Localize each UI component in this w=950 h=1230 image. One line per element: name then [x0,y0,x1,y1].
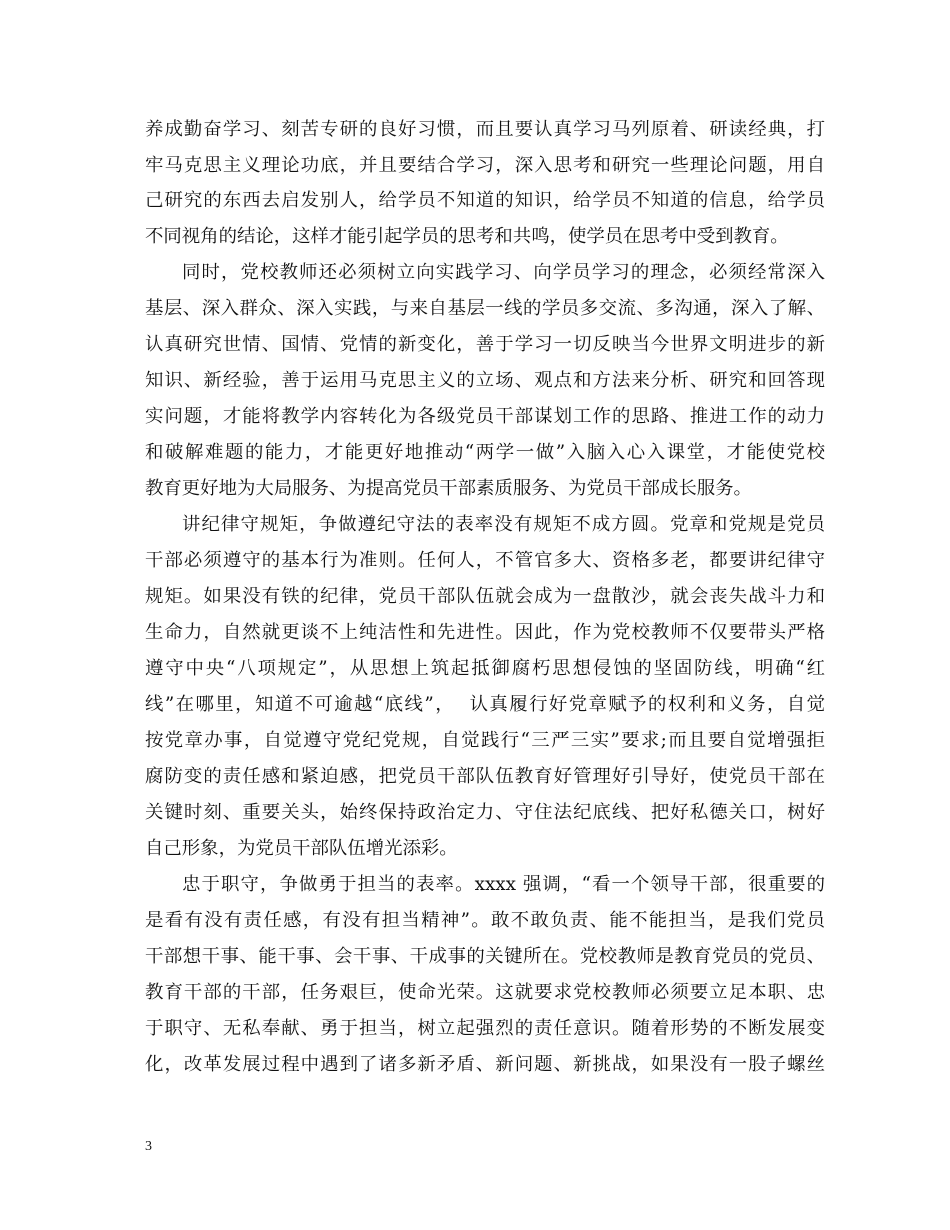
text-line: 干部想干事、能干事、会干事、干成事的关键所在。党校教师是教育党员的党员、 [145,946,825,967]
text-line: 基层、深入群众、深入实践，与来自基层一线的学员多交流、多沟通，深入了解、 [145,298,825,319]
text-line: 化，改革发展过程中遇到了诸多新矛盾、新问题、新挑战，如果没有一股子螺丝 [145,1054,825,1075]
text-line: 教育更好地为大局服务、为提高党员干部素质服务、为党员干部成长服务。 [145,478,752,499]
text-line: 规矩。如果没有铁的纪律，党员干部队伍就会成为一盘散沙，就会丧失战斗力和 [145,586,825,607]
paragraph-first-line: 忠于职守，争做勇于担当的表率。xxxx 强调，“看一个领导干部，很重要的 [182,874,825,895]
text-line: 腐防变的责任感和紧迫感，把党员干部队伍教育好管理好引导好，使党员干部在 [145,766,825,787]
text-line: 关键时刻、重要关头，始终保持政治定力、守住法纪底线、把好私德关口，树好 [145,802,825,823]
text-line: 教育干部的干部，任务艰巨，使命光荣。这就要求党校教师必须要立足本职、忠 [145,982,825,1003]
text-line: 线”在哪里，知道不可逾越“底线”， 认真履行好党章赋予的权利和义务，自觉 [145,694,825,715]
paragraph-first-line: 同时，党校教师还必须树立向实践学习、向学员学习的理念，必须经常深入 [182,262,825,283]
text-line: 牢马克思主义理论功底，并且要结合学习，深入思考和研究一些理论问题，用自 [145,155,825,176]
paragraph-first-line: 讲纪律守规矩，争做遵纪守法的表率没有规矩不成方圆。党章和党规是党员 [182,514,825,535]
text-line: 自己形象，为党员干部队伍增光添彩。 [145,838,458,859]
page-number: 3 [145,1139,152,1154]
text-line: 遵守中央“八项规定”，从思想上筑起抵御腐朽思想侵蚀的坚固防线，明确“红 [145,658,825,679]
text-line: 干部必须遵守的基本行为准则。任何人，不管官多大、资格多老，都要讲纪律守 [145,550,825,571]
text-line: 于职守、无私奉献、勇于担当，树立起强烈的责任意识。随着形势的不断发展变 [145,1018,825,1039]
text-line: 养成勤奋学习、刻苦专研的良好习惯，而且要认真学习马列原着、研读经典，打 [145,119,825,140]
text-line: 不同视角的结论，这样才能引起学员的思考和共鸣，使学员在思考中受到教育。 [145,226,789,247]
text-line: 是看有没有责任感，有没有担当精神”。敢不敢负责、能不能担当，是我们党员 [145,910,825,931]
text-line: 生命力，自然就更谈不上纯洁性和先进性。因此，作为党校教师不仅要带头严格 [145,622,825,643]
text-line: 认真研究世情、国情、党情的新变化，善于学习一切反映当今世界文明进步的新 [145,334,825,355]
text-line: 按党章办事，自觉遵守党纪党规，自觉践行“三严三实”要求;而且要自觉增强拒 [145,730,825,751]
text-line: 知识、新经验，善于运用马克思主义的立场、观点和方法来分析、研究和回答现 [145,370,825,391]
text-line: 实问题，才能将教学内容转化为各级党员干部谋划工作的思路、推进工作的动力 [145,406,825,427]
text-line: 和破解难题的能力，才能更好地推动“两学一做”入脑入心入课堂，才能使党校 [145,442,825,463]
text-line: 己研究的东西去启发别人，给学员不知道的知识，给学员不知道的信息，给学员 [145,190,825,211]
